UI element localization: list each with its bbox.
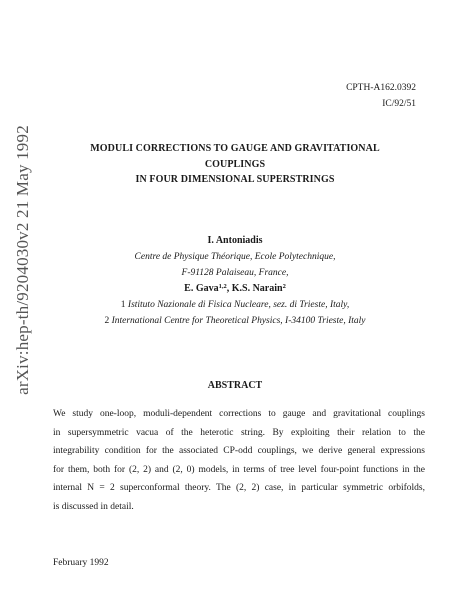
report-number: CPTH-A162.0392	[346, 83, 416, 93]
author-name: I. Antoniadis	[207, 235, 263, 246]
affiliation-text: Istituto Nazionale di Fisica Nucleare, sez. di Trieste, Italy,	[127, 300, 350, 310]
title-line: COUPLINGS	[204, 158, 266, 170]
abstract-line: for them, both for (2, 2) and (2, 0) models, in terms of tree level four-point functions in the	[53, 464, 425, 475]
report-numbers	[346, 80, 416, 112]
author-separator: ,	[226, 283, 232, 294]
affiliation-entry	[40, 313, 430, 329]
author-affiliation-line: F-91128 Palaiseau, France,	[181, 268, 289, 278]
author-name: E. Gava	[184, 283, 219, 294]
author-name: K.S. Narain	[231, 283, 283, 294]
abstract-line: internal N = 2 superconformal theory. The (2, 2) case, in particular symmetric orbifolds,	[53, 483, 425, 494]
abstract-line: We study one-loop, moduli-dependent corrections to gauge and gravitational couplings	[53, 409, 425, 419]
abstract-body	[53, 405, 425, 517]
affiliation-number: 2	[104, 316, 110, 326]
abstract-line: integrability condition for the associated CP-odd couplings, we derive general expressions	[53, 446, 425, 457]
title-line: MODULI CORRECTIONS TO GAUGE AND GRAVITATIONAL	[90, 143, 380, 154]
abstract-heading: ABSTRACT	[207, 380, 263, 391]
paper-title	[55, 141, 415, 188]
affiliation-number: 1	[120, 300, 126, 310]
publication-date: February 1992	[53, 558, 109, 568]
arxiv-identifier-text: arXiv:hep-th/9204030v2 21 May 1992	[13, 125, 33, 395]
author-affiliation-line: Centre de Physique Théorique, Ecole Polytechnique,	[134, 252, 336, 262]
report-number: IC/92/51	[382, 99, 416, 109]
author-block	[40, 233, 430, 329]
title-line: IN FOUR DIMENSIONAL SUPERSTRINGS	[135, 174, 335, 185]
affiliation-entry	[40, 297, 430, 313]
abstract-line: in supersymmetric vacua of the heterotic string. By exploiting their relation to the	[53, 427, 425, 438]
abstract-line: is discussed in detail.	[53, 501, 134, 512]
affiliation-marker: 1,2	[218, 283, 227, 290]
affiliation-marker: 2	[282, 283, 286, 290]
affiliation-text: International Centre for Theoretical Physics, I-34100 Trieste, Italy	[111, 316, 366, 326]
coauthor-names	[40, 281, 430, 297]
arxiv-identifier-stamp	[8, 125, 38, 395]
